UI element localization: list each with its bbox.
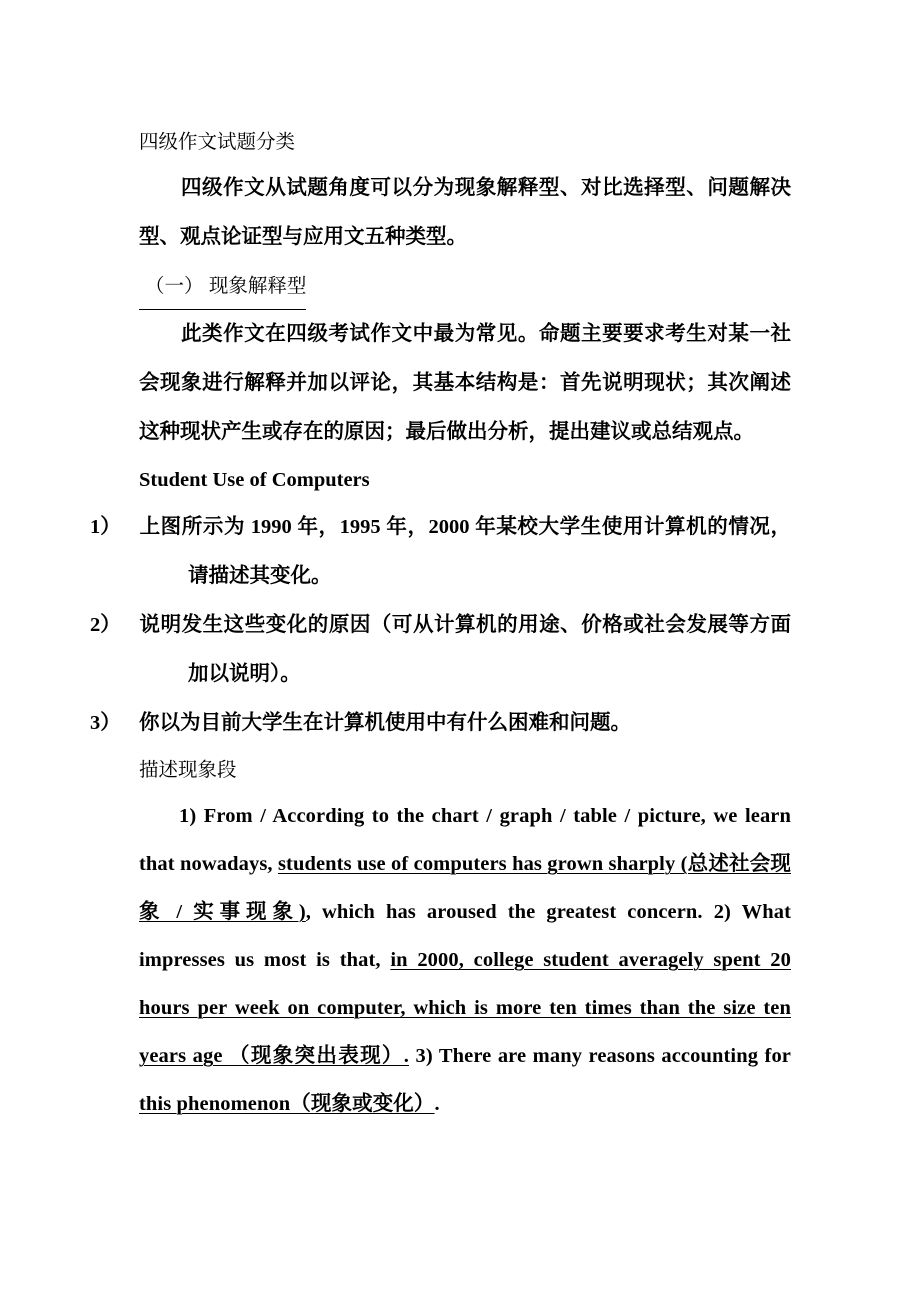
paragraph-label: 描述现象段 — [139, 759, 237, 781]
model-sentence-2-underlined: in 2000, college student averagely spent 20 hours per week on computer, which is more ten times than the size ten years age （现象突出表现）. — [139, 949, 791, 1067]
model-sentences-paragraph — [139, 792, 791, 1128]
model-sentence-3-prefix: 3) There are many reasons accounting for — [415, 1045, 791, 1067]
prompt-item-1-text: 上图所示为 1990 年，1995 年，2000 年某校大学生使用计算机的情况，请描述其变化。 — [139, 516, 791, 587]
model-sentence-2-prefix: 2) What impresses us most is that, — [139, 901, 791, 971]
section-heading — [139, 264, 791, 310]
model-sentence-1-prefix: 1) From / According to the chart / graph / table / picture, we learn that nowadays, — [139, 805, 791, 875]
model-sentence-1-suffix: , which has aroused the greatest concern. — [305, 901, 714, 923]
prompt-item-1: 1） 上图所示为 1990 年，1995 年，2000 年某校大学生使用计算机的情况，请描述其变化。 — [90, 516, 791, 587]
section-heading-text: （一） 现象解释型 — [139, 264, 306, 310]
prompt-title: Student Use of Computers — [139, 469, 370, 491]
prompt-item-2: 2） 说明发生这些变化的原因（可从计算机的用途、价格或社会发展等方面加以说明）。 — [90, 614, 791, 685]
prompt-item-3-text: 你以为目前大学生在计算机使用中有什么困难和问题。 — [139, 712, 631, 734]
prompt-item-3: 3） 你以为目前大学生在计算机使用中有什么困难和问题。 — [90, 712, 631, 734]
model-sentence-3-underlined: this phenomenon（现象或变化） — [139, 1093, 435, 1115]
page-title: 四级作文试题分类 — [139, 131, 296, 153]
model-sentence-1-underlined: students use of computers has grown sharply (总述社会现象 / 实事现象) — [139, 853, 791, 923]
model-sentence-3-suffix: . — [434, 1093, 440, 1115]
intro-paragraph: 四级作文从试题角度可以分为现象解释型、对比选择型、问题解决型、观点论证型与应用文五种类型。 — [139, 177, 791, 248]
document-body — [90, 120, 791, 1128]
prompt-item-2-text: 说明发生这些变化的原因（可从计算机的用途、价格或社会发展等方面加以说明）。 — [139, 614, 791, 685]
section-paragraph: 此类作文在四级考试作文中最为常见。命题主要要求考生对某一社会现象进行解释并加以评论，其基本结构是：首先说明现状；其次阐述这种现状产生或存在的原因；最后做出分析，提出建议或总结观点。 — [139, 323, 791, 443]
